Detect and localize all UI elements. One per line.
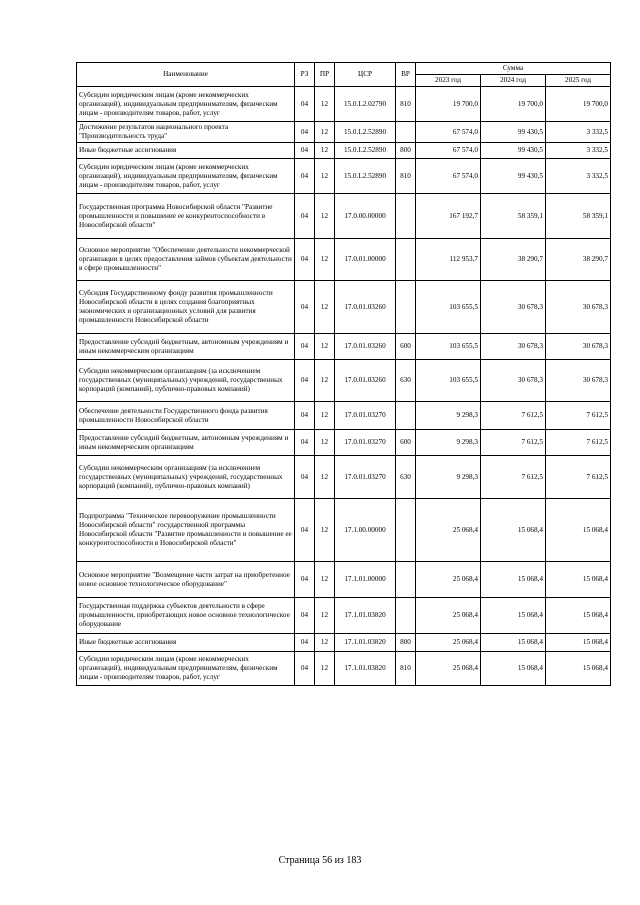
cell-y2025: 15 068,4 [546, 562, 611, 598]
cell-vr [396, 499, 416, 562]
cell-y2025: 3 332,5 [546, 159, 611, 194]
cell-y2025: 15 068,4 [546, 634, 611, 652]
cell-vr: 810 [396, 652, 416, 686]
cell-name: Предоставление субсидий бюджетным, автономным учреждениям и иным некоммерческим организациям [77, 334, 295, 360]
cell-y2023: 25 068,4 [416, 562, 481, 598]
table-row [77, 360, 611, 402]
col-header-rz: РЗ [295, 63, 315, 87]
cell-rz: 04 [295, 634, 315, 652]
cell-csr: 17.0.01.03260 [335, 360, 396, 402]
cell-pr: 12 [315, 598, 335, 634]
cell-rz: 04 [295, 652, 315, 686]
cell-y2023: 67 574,0 [416, 143, 481, 159]
cell-name: Субсидии юридическим лицам (кроме некоммерческих организаций), индивидуальным предпринимателям, физическим лицам - производителям товаров, работ, услуг [77, 159, 295, 194]
cell-vr: 630 [396, 456, 416, 499]
cell-vr [396, 598, 416, 634]
cell-name: Обеспечение деятельности Государственного фонда развития промышленности Новосибирской области [77, 402, 295, 430]
cell-csr: 17.1.01.00000 [335, 562, 396, 598]
col-header-2025: 2025 год [546, 75, 611, 87]
cell-name: Субсидии юридическим лицам (кроме некоммерческих организаций), индивидуальным предпринимателям, физическим лицам - производителям товаров, работ, услуг [77, 87, 295, 122]
cell-name: Субсидии некоммерческим организациям (за исключением государственных (муниципальных) учреждений, государственных корпораций (компаний), публично-правовых компаний) [77, 360, 295, 402]
cell-rz: 04 [295, 239, 315, 281]
cell-y2023: 103 655,5 [416, 281, 481, 334]
cell-y2023: 25 068,4 [416, 634, 481, 652]
cell-vr: 800 [396, 143, 416, 159]
cell-y2025: 7 612,5 [546, 430, 611, 456]
cell-vr: 800 [396, 634, 416, 652]
cell-pr: 12 [315, 239, 335, 281]
cell-rz: 04 [295, 143, 315, 159]
cell-y2023: 25 068,4 [416, 652, 481, 686]
table-row [77, 598, 611, 634]
cell-pr: 12 [315, 334, 335, 360]
cell-vr: 600 [396, 334, 416, 360]
col-header-csr: ЦСР [335, 63, 396, 87]
cell-y2023: 67 574,0 [416, 159, 481, 194]
cell-y2024: 99 430,5 [481, 143, 546, 159]
cell-csr: 17.0.01.03270 [335, 402, 396, 430]
cell-vr [396, 122, 416, 143]
cell-name: Иные бюджетные ассигнования [77, 634, 295, 652]
cell-y2024: 99 430,5 [481, 122, 546, 143]
cell-name: Основное мероприятие "Возмещение части затрат на приобретенное новое основное технологическое оборудование" [77, 562, 295, 598]
cell-y2025: 30 678,3 [546, 360, 611, 402]
cell-vr: 600 [396, 430, 416, 456]
cell-rz: 04 [295, 598, 315, 634]
cell-y2024: 7 612,5 [481, 402, 546, 430]
cell-csr: 17.0.01.00000 [335, 239, 396, 281]
cell-vr: 810 [396, 87, 416, 122]
cell-pr: 12 [315, 562, 335, 598]
cell-y2024: 30 678,3 [481, 334, 546, 360]
cell-pr: 12 [315, 122, 335, 143]
cell-y2025: 3 332,5 [546, 143, 611, 159]
cell-csr: 17.1.01.03820 [335, 598, 396, 634]
table-row [77, 430, 611, 456]
table-row [77, 239, 611, 281]
cell-pr: 12 [315, 87, 335, 122]
cell-name: Государственная программа Новосибирской области "Развитие промышленности и повышение ее конкурентоспособности в Новосибирской области" [77, 194, 295, 239]
table-row [77, 281, 611, 334]
budget-table [76, 62, 611, 686]
col-header-sums: Сумма [416, 63, 611, 75]
cell-pr: 12 [315, 456, 335, 499]
col-header-pr: ПР [315, 63, 335, 87]
cell-y2024: 7 612,5 [481, 456, 546, 499]
cell-rz: 04 [295, 122, 315, 143]
cell-y2024: 19 700,0 [481, 87, 546, 122]
col-header-vr: ВР [396, 63, 416, 87]
cell-pr: 12 [315, 652, 335, 686]
cell-y2023: 25 068,4 [416, 499, 481, 562]
cell-csr: 17.0.01.03260 [335, 281, 396, 334]
cell-y2023: 103 655,5 [416, 334, 481, 360]
col-header-name: Наименование [77, 63, 295, 87]
cell-vr [396, 281, 416, 334]
cell-y2024: 15 068,4 [481, 652, 546, 686]
cell-y2023: 103 655,5 [416, 360, 481, 402]
cell-y2025: 15 068,4 [546, 598, 611, 634]
cell-csr: 17.0.01.03260 [335, 334, 396, 360]
table-row [77, 159, 611, 194]
cell-pr: 12 [315, 430, 335, 456]
cell-y2025: 30 678,3 [546, 281, 611, 334]
cell-y2024: 15 068,4 [481, 634, 546, 652]
cell-y2024: 58 359,1 [481, 194, 546, 239]
cell-csr: 15.0.L2.52890 [335, 122, 396, 143]
cell-y2025: 19 700,0 [546, 87, 611, 122]
cell-y2023: 19 700,0 [416, 87, 481, 122]
cell-y2025: 58 359,1 [546, 194, 611, 239]
table-row [77, 194, 611, 239]
cell-rz: 04 [295, 499, 315, 562]
cell-y2025: 15 068,4 [546, 499, 611, 562]
cell-y2023: 9 298,3 [416, 402, 481, 430]
cell-name: Подпрограмма "Техническое перевооружение промышленности Новосибирской области" государственной программы Новосибирской области "Развитие промышленности и повышение ее конкурентоспособности в Новосибирской области" [77, 499, 295, 562]
table-row [77, 562, 611, 598]
cell-csr: 15.0.L2.52890 [335, 159, 396, 194]
cell-vr: 630 [396, 360, 416, 402]
cell-rz: 04 [295, 334, 315, 360]
cell-y2025: 15 068,4 [546, 652, 611, 686]
table-row [77, 634, 611, 652]
cell-pr: 12 [315, 499, 335, 562]
cell-csr: 15.0.L2.52890 [335, 143, 396, 159]
table-row [77, 499, 611, 562]
cell-pr: 12 [315, 402, 335, 430]
cell-name: Субсидия Государственному фонду развития промышленности Новосибирской области в целях создания благоприятных экономических и организационных условий для развития промышленности Новосибирской области [77, 281, 295, 334]
table-row [77, 652, 611, 686]
cell-y2023: 167 192,7 [416, 194, 481, 239]
cell-y2023: 9 298,3 [416, 430, 481, 456]
cell-pr: 12 [315, 194, 335, 239]
cell-y2023: 25 068,4 [416, 598, 481, 634]
cell-name: Иные бюджетные ассигнования [77, 143, 295, 159]
cell-pr: 12 [315, 159, 335, 194]
cell-vr [396, 562, 416, 598]
cell-csr: 17.1.01.03820 [335, 634, 396, 652]
cell-rz: 04 [295, 402, 315, 430]
cell-y2023: 67 574,0 [416, 122, 481, 143]
cell-y2024: 30 678,3 [481, 360, 546, 402]
cell-vr [396, 239, 416, 281]
cell-pr: 12 [315, 143, 335, 159]
cell-name: Основное мероприятие "Обеспечение деятельности некоммерческой организации в целях предоставления займов субъектам деятельности в сфере промышленности" [77, 239, 295, 281]
cell-csr: 17.0.01.03270 [335, 430, 396, 456]
cell-name: Субсидии некоммерческим организациям (за исключением государственных (муниципальных) учреждений, государственных корпораций (компаний), публично-правовых компаний) [77, 456, 295, 499]
cell-csr: 15.0.L2.02790 [335, 87, 396, 122]
cell-y2025: 3 332,5 [546, 122, 611, 143]
cell-y2025: 7 612,5 [546, 402, 611, 430]
cell-y2023: 9 298,3 [416, 456, 481, 499]
cell-y2024: 99 430,5 [481, 159, 546, 194]
cell-name: Достижение результатов национального проекта "Производительность труда" [77, 122, 295, 143]
cell-name: Предоставление субсидий бюджетным, автономным учреждениям и иным некоммерческим организациям [77, 430, 295, 456]
cell-y2024: 38 290,7 [481, 239, 546, 281]
cell-csr: 17.1.01.03820 [335, 652, 396, 686]
col-header-2023: 2023 год [416, 75, 481, 87]
table-row [77, 334, 611, 360]
page-footer: Страница 56 из 183 [278, 855, 362, 866]
cell-y2025: 30 678,3 [546, 334, 611, 360]
cell-csr: 17.0.01.03270 [335, 456, 396, 499]
cell-y2024: 30 678,3 [481, 281, 546, 334]
cell-name: Государственная поддержка субъектов деятельности в сфере промышленности, приобретающих новое основное технологическое оборудование [77, 598, 295, 634]
table-row [77, 456, 611, 499]
header-row [77, 63, 611, 75]
cell-csr: 17.1.00.00000 [335, 499, 396, 562]
cell-name: Субсидии юридическим лицам (кроме некоммерческих организаций), индивидуальным предпринимателям, физическим лицам - производителям товаров, работ, услуг [77, 652, 295, 686]
cell-y2023: 112 953,7 [416, 239, 481, 281]
cell-y2025: 7 612,5 [546, 456, 611, 499]
cell-rz: 04 [295, 456, 315, 499]
cell-y2024: 15 068,4 [481, 499, 546, 562]
cell-pr: 12 [315, 281, 335, 334]
cell-rz: 04 [295, 562, 315, 598]
cell-csr: 17.0.00.00000 [335, 194, 396, 239]
cell-pr: 12 [315, 360, 335, 402]
cell-y2025: 38 290,7 [546, 239, 611, 281]
cell-rz: 04 [295, 430, 315, 456]
col-header-2024: 2024 год [481, 75, 546, 87]
cell-pr: 12 [315, 634, 335, 652]
cell-vr: 810 [396, 159, 416, 194]
table-body [77, 87, 611, 686]
cell-y2024: 15 068,4 [481, 562, 546, 598]
cell-y2024: 7 612,5 [481, 430, 546, 456]
cell-rz: 04 [295, 194, 315, 239]
cell-rz: 04 [295, 281, 315, 334]
cell-vr [396, 402, 416, 430]
cell-vr [396, 194, 416, 239]
table-row [77, 122, 611, 143]
cell-rz: 04 [295, 360, 315, 402]
cell-rz: 04 [295, 87, 315, 122]
cell-y2024: 15 068,4 [481, 598, 546, 634]
table-row [77, 143, 611, 159]
cell-rz: 04 [295, 159, 315, 194]
table-row [77, 402, 611, 430]
table-row [77, 87, 611, 122]
